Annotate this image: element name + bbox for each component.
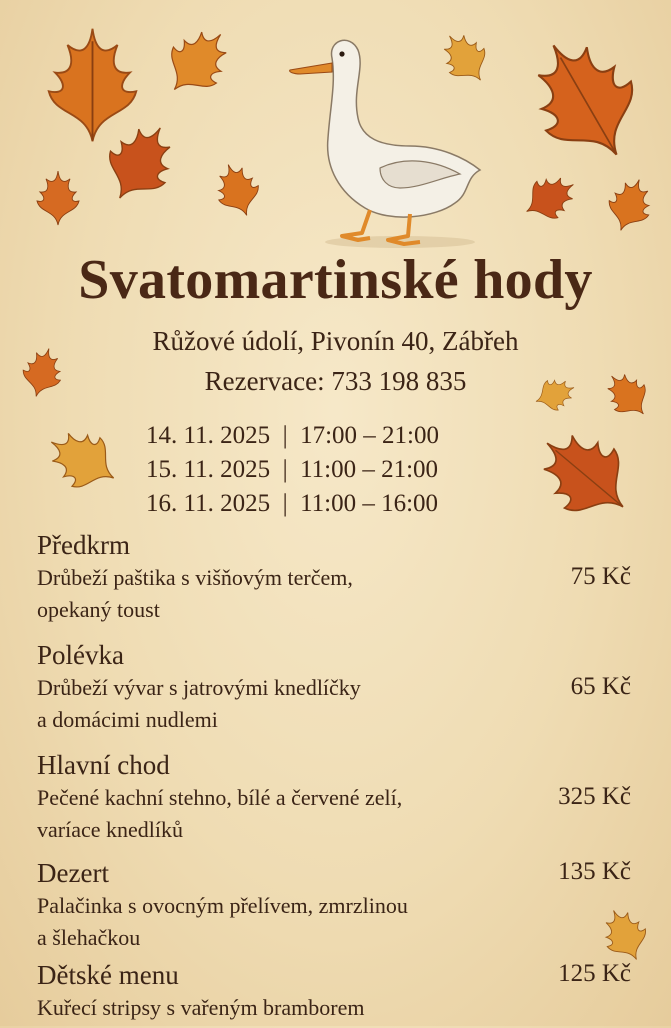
menu-item-description: varíace knedlíků: [37, 817, 183, 842]
menu-section-dezert: [37, 856, 631, 958]
schedule-row: [146, 487, 546, 521]
menu-category: Dětské menu: [37, 960, 179, 990]
schedule-date: 15. 11. 2025: [146, 456, 271, 483]
menu-section-hlavni-chod: [37, 748, 631, 856]
goose-illustration: [270, 28, 500, 253]
menu-price: 125 Kč: [558, 960, 631, 987]
menu-item-description: a šlehačkou: [37, 925, 141, 950]
menu-price: 75 Kč: [570, 563, 631, 590]
schedule-row: [146, 419, 546, 453]
menu-category: Předkrm: [37, 530, 130, 560]
menu-item-description: Kuřecí stripsy s vařeným bramborem: [37, 995, 365, 1020]
event-title: Svatomartinské hody: [78, 249, 593, 311]
autumn-leaf-icon: [510, 168, 590, 228]
autumn-leaf-icon: [510, 30, 660, 170]
schedule-time: 11:00 – 21:00: [300, 456, 439, 483]
menu-list: [37, 528, 631, 1028]
menu-price: 135 Kč: [558, 858, 631, 885]
schedule-list: [146, 419, 546, 521]
schedule-separator: |: [282, 456, 288, 483]
menu-item-description: Drůbeží paštika s višňovým terčem,: [37, 565, 353, 590]
autumn-leaf-icon: [205, 160, 270, 220]
menu-item-description: a domácimi nudlemi: [37, 707, 218, 732]
menu-section-predkrm: [37, 528, 631, 638]
menu-section-detske-menu: [37, 958, 631, 1028]
menu-item-description: opekaný toust: [37, 597, 160, 622]
menu-item-description: Pečené kachní stehno, bílé a červené zelí,: [37, 785, 403, 810]
menu-category: Polévka: [37, 640, 124, 670]
schedule-separator: |: [282, 490, 288, 517]
schedule-time: 11:00 – 16:00: [300, 490, 439, 517]
event-address: Růžové údolí, Pivonín 40, Zábřeh: [152, 326, 519, 356]
autumn-leaf-icon: [600, 170, 660, 240]
schedule-time: 17:00 – 21:00: [300, 422, 439, 449]
menu-price: 325 Kč: [558, 783, 631, 810]
menu-price: 65 Kč: [570, 673, 631, 700]
menu-category: Hlavní chod: [37, 750, 170, 780]
schedule-date: 16. 11. 2025: [146, 490, 271, 517]
autumn-leaf-icon: [28, 158, 88, 238]
autumn-leaf-icon: [150, 22, 245, 102]
autumn-leaf-icon: [35, 420, 130, 500]
autumn-leaf-icon: [90, 118, 190, 208]
menu-category: Dezert: [37, 858, 109, 888]
menu-item-description: Drůbeží vývar s jatrovými knedlíčky: [37, 675, 361, 700]
schedule-date: 14. 11. 2025: [146, 422, 271, 449]
schedule-row: [146, 453, 546, 487]
menu-section-polevka: [37, 638, 631, 748]
schedule-separator: |: [282, 422, 288, 449]
reservation-phone: Rezervace: 733 198 835: [204, 366, 467, 396]
menu-item-description: Palačinka s ovocným přelívem, zmrzlinou: [37, 893, 408, 918]
